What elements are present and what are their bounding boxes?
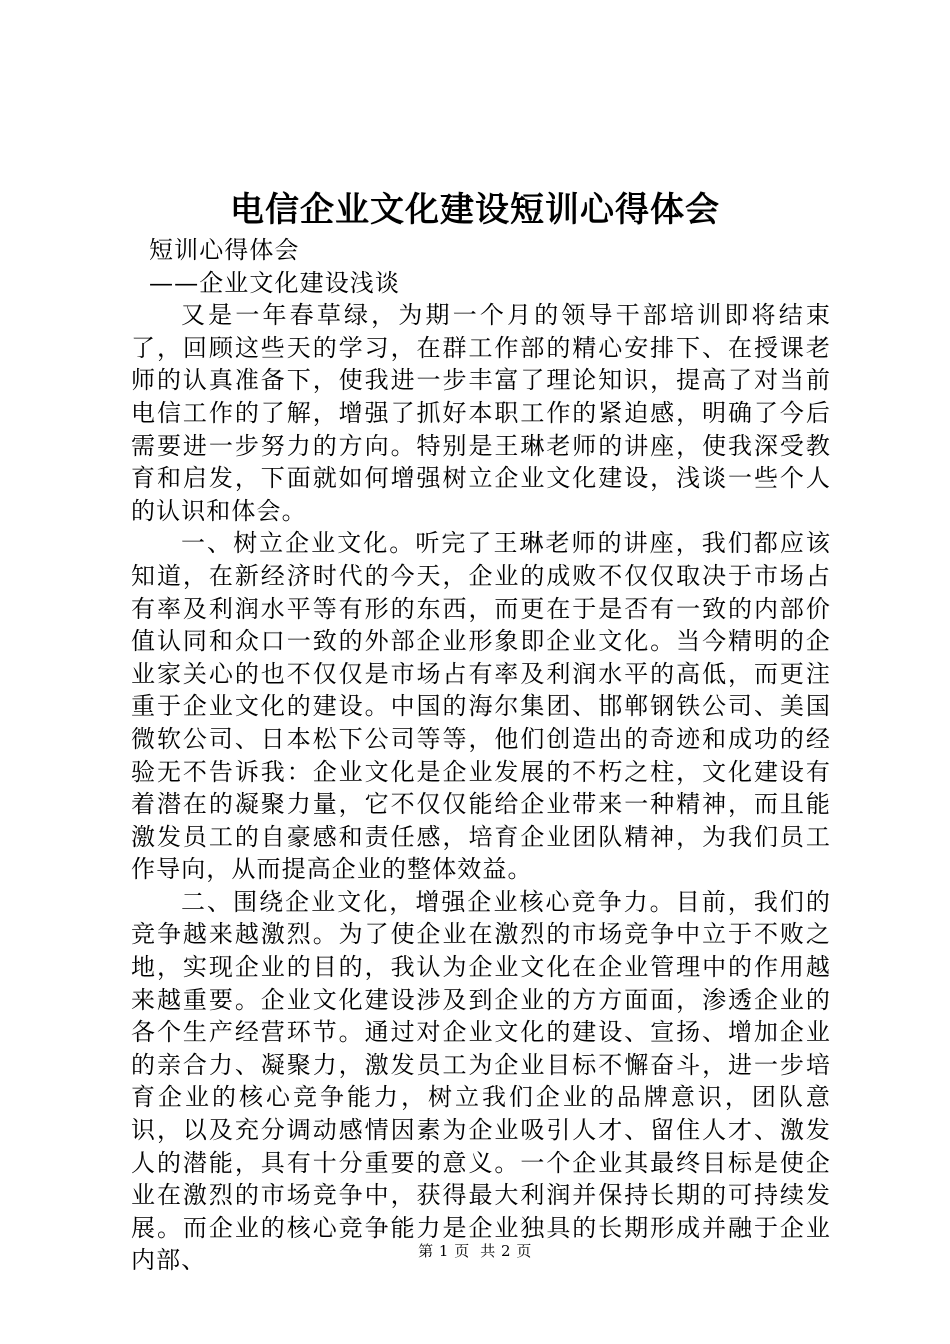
subtitle-line: 短训心得体会 xyxy=(149,236,300,264)
page-number: 第 1 页 共 2 页 xyxy=(418,1242,532,1260)
body-paragraph: 二、围绕企业文化，增强企业核心竞争力。目前，我们的竞争越来越激烈。为了使企业在激烈的市场竞争中立于不败之地，实现企业的目的，我认为企业文化在企业管理中的作用越来越重要。企业文化建设涉及到企业的方方面面，渗透企业的各个生产经营环节。通过对企业文化的建设、宣扬、增加企业的亲合力、凝聚力，激发员工为企业目标不懈奋斗，进一步培育企业的核心竞争能力，树立我们企业的品牌意识，团队意识，以及充分调动感情因素为企业吸引人才、留住人才、激发人的潜能，具有十分重要的意义。一个企业其最终目标是使企业在激烈的市场竞争中，获得最大利润并保持长期的可持续发展。而企业的核心竞争能力是企业独具的长期形成并融于企业内部、 xyxy=(131,887,831,1275)
page-footer xyxy=(0,1240,950,1262)
body-paragraph: 一、树立企业文化。听完了王琳老师的讲座，我们都应该知道，在新经济时代的今天，企业的成败不仅仅取决于市场占有率及利润水平等有形的东西，而更在于是否有一致的内部价值认同和众口一致的外部企业形象即企业文化。当今精明的企业家关心的也不仅仅是市场占有率及利润水平的高低，而更注重于企业文化的建设。中国的海尔集团、邯郸钢铁公司、美国微软公司、日本松下公司等等，他们创造出的奇迹和成功的经验无不告诉我：企业文化是企业发展的不朽之柱，文化建设有着潜在的凝聚力量，它不仅仅能给企业带来一种精神，而且能激发员工的自豪感和责任感，培育企业团队精神，为我们员工作导向，从而提高企业的整体效益。 xyxy=(131,529,831,884)
document-body xyxy=(131,234,831,1277)
document-title: 电信企业文化建设短训心得体会 xyxy=(230,190,720,230)
subtitle-line: ——企业文化建设浅谈 xyxy=(149,268,400,297)
body-paragraph: 又是一年春草绿，为期一个月的领导干部培训即将结束了，回顾这些天的学习，在群工作部的精心安排下、在授课老师的认真准备下，使我进一步丰富了理论知识，提高了对当前电信工作的了解，增强了抓好本职工作的紧迫感，明确了今后需要进一步努力的方向。特别是王琳老师的讲座，使我深受教育和启发，下面就如何增强树立企业文化建设，浅谈一些个人的认识和体会。 xyxy=(131,301,831,525)
